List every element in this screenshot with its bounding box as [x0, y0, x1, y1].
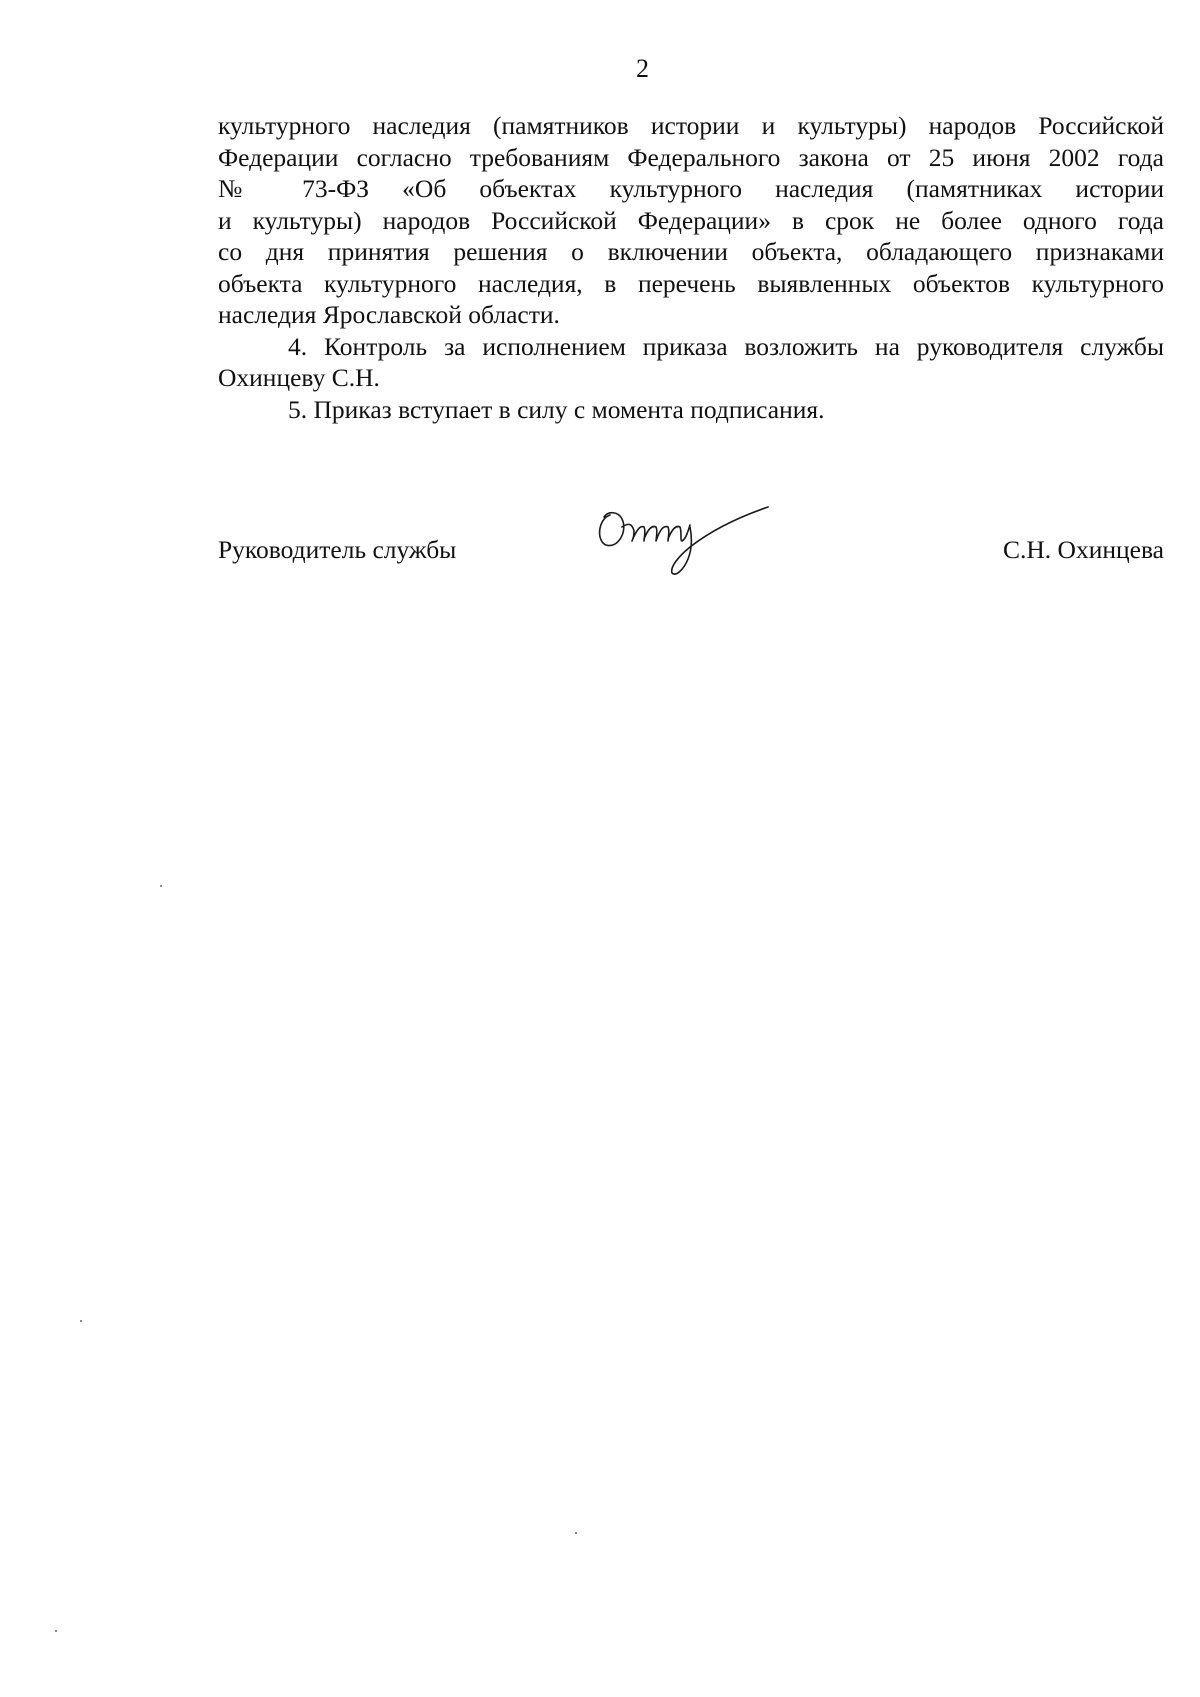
text-line: и культуры) народов Российской Федерации» в срок не более одного года	[218, 205, 1164, 235]
text-line: со дня принятия решения о включении объекта, обладающего признаками	[218, 237, 1164, 266]
paragraph-continuation	[218, 110, 1164, 331]
scan-speck	[80, 1320, 82, 1322]
text-line: наследия Ярославской области.	[218, 300, 560, 329]
text-line: Охинцеву С.Н.	[218, 363, 380, 392]
scan-speck	[55, 1630, 57, 1632]
paragraph-item-4	[218, 331, 1164, 394]
document-body	[218, 110, 1164, 425]
text-line: 5. Приказ вступает в силу с момента подписания.	[288, 394, 825, 424]
text-line: 4. Контроль за исполнением приказа возложить на руководителя службы	[288, 331, 1164, 361]
signatory-title: Руководитель службы	[218, 535, 457, 564]
scan-speck	[160, 885, 162, 887]
signatory-name: С.Н. Охинцева	[1003, 535, 1164, 564]
text-line: объекта культурного наследия, в перечень выявленных объектов культурного	[218, 268, 1164, 298]
scan-speck	[575, 1532, 577, 1534]
paragraph-item-5	[218, 394, 1164, 426]
text-line: № 73-ФЗ «Об объектах культурного наследия (памятниках истории	[218, 174, 1164, 203]
text-line: культурного наследия (памятников истории и культуры) народов Российской	[218, 111, 1164, 140]
page-number: 2	[636, 54, 649, 83]
text-line: Федерации согласно требованиям Федерального закона от 25 июня 2002 года	[218, 142, 1164, 172]
signature-block	[218, 535, 1164, 575]
